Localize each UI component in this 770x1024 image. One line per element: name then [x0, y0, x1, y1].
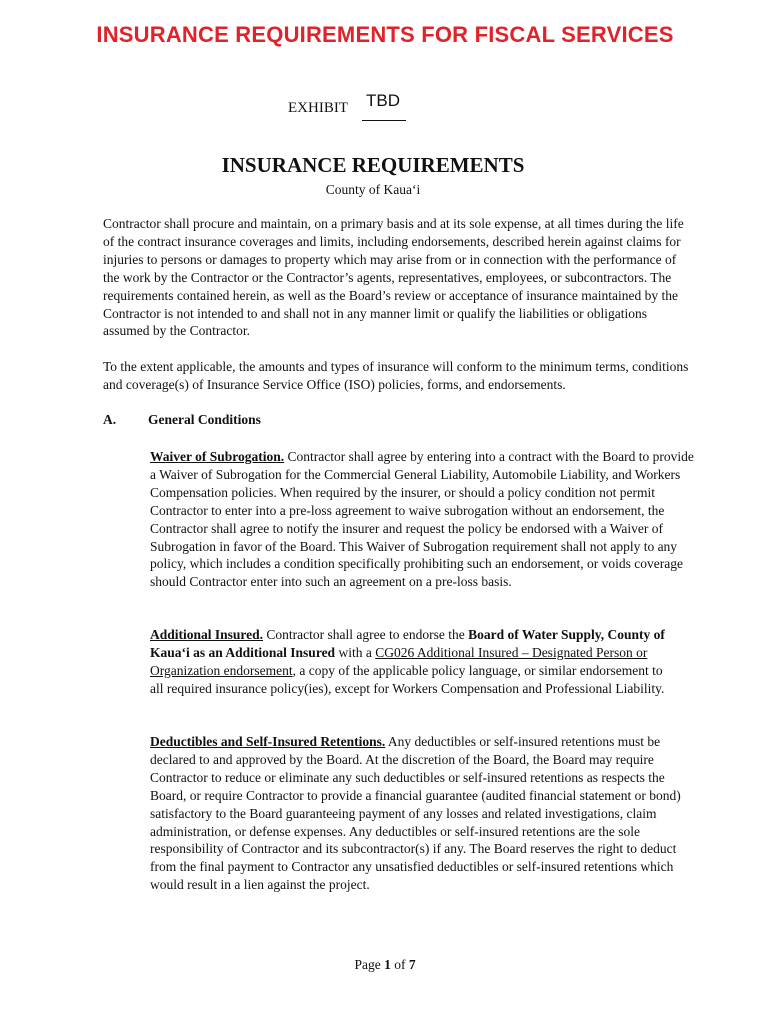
waiver-body: Contractor shall agree by entering into a contract with the Board to provide a Waiver of Subrogation for the Commercial General Liability, Automobile Liability, and Workers Compensation policies. When required by the insurer, or should a policy condition not permit Contractor to enter into a pre-loss agreement to waive subrogation without an endorsement, the Contractor shall agree to notify the insurer and request the policy be endorsed with a Waiver of Subrogation in favor of the Board. This Waiver of Subrogation requirement shall not apply to any policy, which includes a condition specifically prohibiting such an endorsement, or voids coverage should Contractor enter into such an agreement on a pre-loss basis. [150, 449, 694, 590]
page-footer [0, 957, 770, 973]
endorsement-link: CG026 Additional Insured – Designated Person or Organization endorsement [150, 644, 648, 678]
page-total: 7 [408, 957, 416, 972]
additional-insured-text-1: Contractor shall agree to endorse the [263, 627, 469, 642]
section-title: General Conditions [148, 412, 261, 427]
section-letter: A. [103, 412, 117, 427]
waiver-of-subrogation-paragraph [150, 448, 698, 591]
exhibit-value[interactable]: TBD [366, 91, 400, 110]
deductibles-paragraph [150, 733, 698, 894]
additional-insured-text-2: with a [335, 644, 376, 660]
page-title: INSURANCE REQUIREMENTS [221, 153, 525, 177]
of-label: of [394, 957, 406, 972]
page-current: 1 [384, 957, 391, 972]
additional-insured-text-3: , a copy of the applicable policy language, or similar endorsement to all required insurance policy(ies), except for Workers Compensation and Professional Liability. [150, 662, 665, 696]
banner-title: INSURANCE REQUIREMENTS FOR FISCAL SERVICES [96, 22, 674, 47]
exhibit-label: EXHIBIT [288, 100, 348, 116]
deductibles-body: Any deductibles or self-insured retentions must be declared to and approved by the Board. At the discretion of the Board, the Board may require Contractor to reduce or eliminate any such deductibles or self-insured retentions as respects the Board, or require Contractor to provide a financial guarantee (audited financial statement or bond) satisfactory to the Board guaranteeing payment of any losses and related investigations, claim administration, or defense expenses. Any deductibles or self-insured retentions are the sole responsibility of Contractor and its subcontractor(s) if any. The Board reserves the right to deduct from the final payment to Contractor any unsatisfied deductibles or self-insured retentions which would result in a lien against the project. [150, 734, 681, 893]
additional-insured-heading: Additional Insured. [150, 627, 264, 642]
page-subtitle: County of Kaua‘i [325, 182, 421, 197]
intro-paragraph-2: To the extent applicable, the amounts and types of insurance will conform to the minimum terms, conditions and coverage(s) of Insurance Service Office (ISO) policies, forms, and endorsements. [103, 359, 689, 392]
intro-paragraph-1: Contractor shall procure and maintain, on a primary basis and at its sole expense, at all times during the life of the contract insurance coverages and limits, including endorsements, described herein against claims for injuries to persons or damages to property which may arise from or in connection with the performance of the work by the Contractor or the Contractor’s agents, representatives, employees, or subcontractors. The requirements contained herein, as well as the Board’s review or acceptance of insurance maintained by the Contractor is not intended to and shall not in any manner limit or qualify the liabilities or obligations assumed by the Contractor. [103, 216, 684, 339]
waiver-heading: Waiver of Subrogation. [150, 449, 285, 464]
deductibles-heading: Deductibles and Self-Insured Retentions. [150, 734, 386, 749]
additional-insured-paragraph [150, 626, 670, 698]
page-label: Page [354, 957, 381, 972]
additional-insured-bold-text: Board of Water Supply, County of Kaua‘i as an Additional Insured [150, 627, 665, 660]
